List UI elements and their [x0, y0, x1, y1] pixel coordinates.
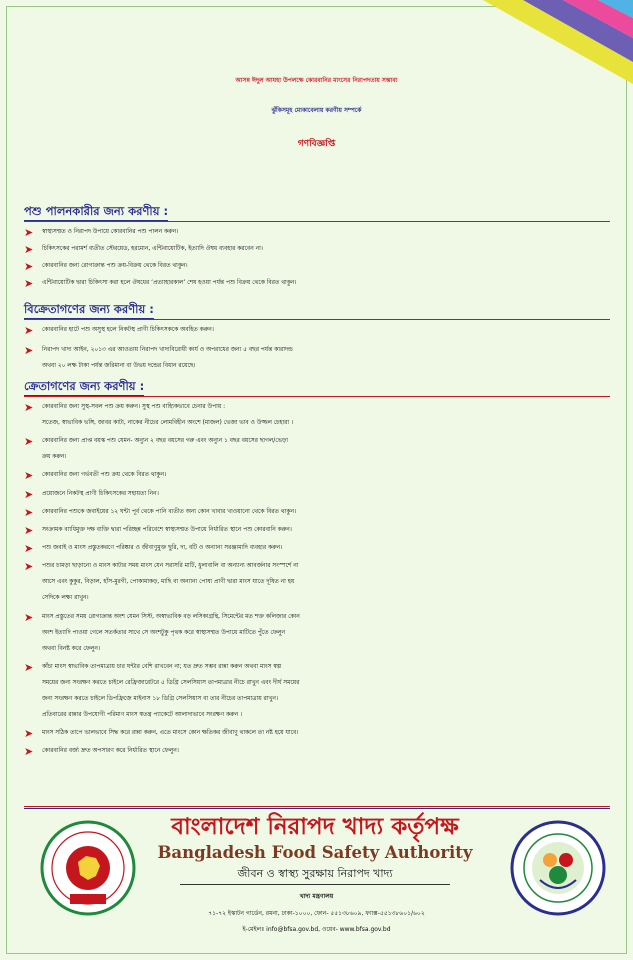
section-heading	[24, 377, 144, 395]
arrow-right-icon: ➤	[24, 610, 34, 624]
list-item-line: প্রয়োজনে নিকটস্থ প্রাণী চিকিৎসকের সহায়তা নিন।	[42, 490, 159, 497]
section-heading	[24, 300, 154, 318]
arrow-right-icon: ➤	[24, 727, 34, 740]
list-item-line: সতেজ, স্বাভাবিক ভঙ্গি, জাবর কাটা, নাকের নীচের লোমবিহীন অংশে (মাজল) ভেজা ভাব ও উজ্জল চেহারা ।	[42, 420, 294, 426]
arrow-right-icon: ➤	[24, 487, 34, 501]
footer-divider-red	[24, 806, 610, 807]
list-item-line: কোরবানির জন্য সুস্থ-সবল পশু ক্রয় করুন। সুস্থ পশু বাহ্যিকভাবে চেনার উপায় :	[42, 404, 226, 410]
section-heading-text: বিক্রেতাগণের জন্য করণীয় :	[24, 300, 154, 319]
arrow-right-icon: ➤	[24, 745, 34, 759]
list-item	[24, 399, 610, 431]
list-item	[24, 522, 610, 538]
list-item-line: অথবা ২০ লক্ষ টাকা পর্যন্ত জরিমানা বা উভয় দন্ডের বিধান রয়েছে।	[42, 363, 196, 369]
list-item-line: কোরবানির পশুকে জবাইয়ের ১২ ঘন্টা পূর্ব থেকে পানি ব্যতীত অন্য কোন খাবার খাওয়ানো থেকে বিরত থাকুন।	[42, 508, 297, 515]
list-item-line: কোরবানির বর্জ্য দ্রুত অপসারণ করে নির্ধারিত স্থানে ফেলুন।	[42, 748, 179, 755]
section-heading-text: পশু পালনকারীর জন্য করণীয় :	[24, 202, 168, 221]
list-item-line: কোরবানির জন্য প্রাপ্ত বয়স্ক পশু যেমন- অন্যুন ২ বছর বয়সের গরু এবং অন্যুন ১ বছর বয়সের ছাগল/ভেড়া	[42, 438, 288, 445]
footer-divider-blue	[24, 808, 610, 809]
list-item	[24, 725, 610, 741]
public-notice-title: গণবিজ্ঞপ্তি	[297, 139, 336, 149]
list-item-line: আসে এবং কুকুর, বিড়াল, হাঁস-মুরগী, পোকামাকড়, মাছি বা অন্যান্য পোষ্য প্রাণী দ্বারা মাংস যাতে দূষিত না হয়	[42, 579, 295, 586]
contact-info: ই-মেইলঃ info@bfsa.gov.bd, ওয়েব- www.bfsa.gov.bd	[242, 926, 391, 933]
list-item-line: ক্রয় করুন।	[42, 454, 67, 461]
list-item	[24, 258, 610, 274]
list-item	[24, 224, 610, 240]
list-item-line: সেদিকে লক্ষ্য রাখুন।	[42, 595, 89, 602]
arrow-right-icon: ➤	[24, 660, 34, 674]
list-item	[24, 322, 610, 338]
arrow-right-icon: ➤	[24, 243, 34, 256]
arrow-right-icon: ➤	[24, 469, 34, 483]
list-item-line: অংশ ইত্যাদি পাওয়া গেলে সতর্কতার সাথে সে অংশটুকু পৃথক করে স্বাস্থ্যসম্মত উপায়ে মাটিতে পুঁতে ফেলুন	[42, 629, 285, 636]
arrow-right-icon: ➤	[24, 277, 34, 290]
title-line-1: আসন্ন ঈদুল আযহা উপলক্ষে কোরবানির মাংসের নিরাপদতায় সম্ভাব্য	[235, 77, 398, 84]
list-item	[24, 467, 610, 483]
arrow-right-icon: ➤	[24, 542, 34, 556]
arrow-right-icon: ➤	[24, 324, 34, 337]
list-item	[24, 241, 610, 257]
list-item-line: কোরবানির জন্য রোগাক্রান্ত পশু ক্রয়-বিক্রয় থেকে বিরত থাকুন।	[42, 263, 188, 269]
section-divider	[24, 319, 610, 320]
organization-tagline: জীবন ও স্বাস্থ্য সুরক্ষায় নিরাপদ খাদ্য	[237, 867, 393, 880]
title-line-2: ঝুঁকিসমূহ মোকাবেলায় করণীয় সম্পর্কে	[271, 107, 362, 114]
section-divider	[24, 221, 610, 222]
section-heading	[24, 202, 168, 220]
arrow-right-icon: ➤	[24, 435, 34, 449]
list-item	[24, 609, 610, 657]
list-item-line: নিরাপদ খাদ্য আইন, ২০১৩ এর আওতায় নিরাপদ খাদ্যবিরোধী কার্য ও অপরাধের জন্য ৫ বছর পর্যন্ত কারাদন্ড	[42, 347, 293, 353]
list-item	[24, 504, 610, 520]
section-heading-text: ক্রেতাগণের জন্য করণীয় :	[24, 377, 144, 396]
list-item	[24, 659, 610, 723]
list-item-line: জন্য সংরক্ষণ করতে চাইলে ডিপফ্রিজে মাইনাস ১৮ ডিগ্রি সেলসিয়াস বা তার নীচের তাপমাত্রায় রাখুন।	[42, 695, 278, 702]
list-item	[24, 275, 610, 291]
ministry-name: খাদ্য মন্ত্রণালয়	[299, 893, 334, 900]
list-item-line: চিকিৎসকের পরামর্শ ব্যতীত স্টেরয়েড, হরমোন, এন্টিবায়োটিক, ইত্যাদি ঔষধ ব্যবহার করবেন না।	[42, 246, 263, 252]
list-item	[24, 486, 610, 502]
arrow-right-icon: ➤	[24, 260, 34, 273]
list-item-line: সংক্রামক ব্যাধিমুক্ত দক্ষ ব্যক্তি দ্বারা পরিচ্ছন্ন পরিবেশে স্বাস্থ্যসম্মত উপায়ে নির্ধারিত স্থানে পশু কোরবানি করুন।	[42, 527, 292, 533]
list-item-line: মাংস সঠিক তাপে ভালভাবে সিদ্ধ করে রান্না করুন, এতে মাংসে কোন ক্ষতিকর জীবাণু থাকলে তা নষ্ট হয়ে যাবে।	[42, 730, 299, 736]
arrow-right-icon: ➤	[24, 401, 34, 414]
list-item-line: সময়ের জন্য সংরক্ষণ করতে চাইলে রেফ্রিজারেটরে ৫ ডিগ্রি সেলসিয়াস তাপমাত্রার নীচে রাখুন এবং দীর্ঘ সময়ের	[42, 679, 300, 686]
section-divider	[24, 396, 610, 397]
notice-header	[0, 66, 633, 162]
organization-name-english: Bangladesh Food Safety Authority	[157, 843, 473, 862]
list-item	[24, 540, 610, 556]
list-item	[24, 342, 610, 374]
list-item-line: কোরবানির হাটে পশু অসুস্থ হলে নিকটস্থ প্রাণী চিকিৎসককে অবহিত করুন।	[42, 327, 214, 333]
list-item	[24, 558, 610, 606]
list-item-line: পশু জবাই ও মাংস প্রস্তুতকরণে পরিষ্কার ও জীবাণুমুক্ত ছুরি, দা, বটি ও অন্যান্য সরঞ্জামাদি ব্যবহার করুন।	[42, 545, 283, 552]
list-item-line: প্রতিবারের রান্নার উপযোগী পরিমাণ মাংস স্বতন্ত্র প্যাকেটে আলাদাভাবে সংরক্ষণ করুন ।	[42, 711, 243, 718]
office-address: ৭১-৭২ ইস্কাটন গার্ডেন, রমনা, ঢাকা-১০০০, ফোন- ৫৫১৩৮৬০৯, ফ্যাক্স-৫৫১৩৮৬০১/৬০২	[208, 910, 425, 917]
list-item-line: কোরবানির জন্য গর্ভবতী পশু ক্রয় থেকে বিরত থাকুন।	[42, 472, 167, 479]
list-item-line: মাংস প্রস্তুতের সময় রোগাক্রান্ত অংশ যেমন সিস্ট, অস্বাভাবিক বড় লসিকাগ্রন্থি, সিমেন্টের মত শক্ত কলিজার কোন	[42, 613, 300, 620]
arrow-right-icon: ➤	[24, 505, 34, 519]
list-item	[24, 433, 610, 465]
arrow-right-icon: ➤	[24, 524, 34, 537]
list-item	[24, 743, 610, 759]
list-item-line: এন্টিবায়োটিক দ্বারা চিকিৎসা করা হলে ঔষধের ‘প্রত্যাহারকাল’ শেষ হওয়া পর্যন্ত পশু বিক্রয় থেকে বিরত থাকুন।	[42, 280, 297, 286]
arrow-right-icon: ➤	[24, 344, 34, 357]
arrow-right-icon: ➤	[24, 226, 34, 239]
list-item-line: অথবা বিনষ্ট করে ফেলুন।	[42, 645, 100, 652]
arrow-right-icon: ➤	[24, 560, 34, 574]
list-item-line: কাঁচা মাংস স্বাভাবিক তাপমাত্রায় চার ঘন্টার বেশি রাখবেন না; যত দ্রুত সম্ভব রান্না করুন অথবা মাংস স্বল্প	[42, 663, 282, 670]
organization-name-bangla: বাংলাদেশ নিরাপদ খাদ্য কর্তৃপক্ষ	[171, 813, 459, 840]
tagline-underline	[180, 884, 450, 885]
list-item-line: স্বাস্থ্যসম্মত ও নিরাপদ উপায়ে কোরবানির পশু পালন করুন।	[42, 229, 179, 235]
list-item-line: পশুর চামড়া ছাড়ানো ও মাংস কাটার সময় মাংস যেন সরাসরি মাটি, ধুলাবালি বা অন্যান্য আবর্জনার সংস্পর্শে না	[42, 563, 299, 570]
